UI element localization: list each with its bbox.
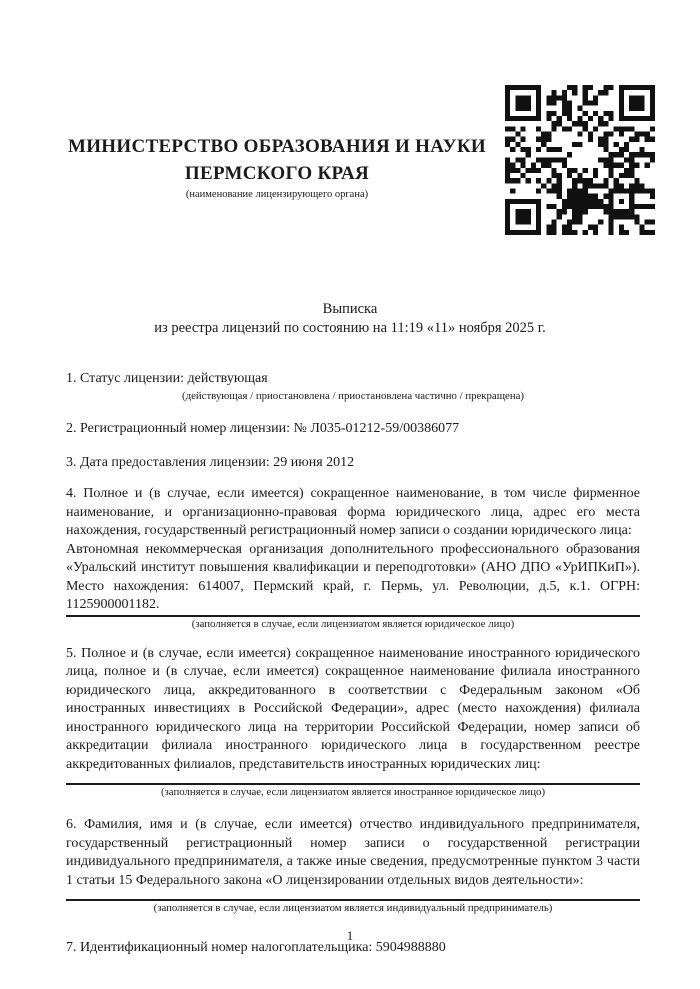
item-5-label: 5. Полное и (в случае, если имеется) сокращенное наименование иностранного юридического лица, полное и (в случае, если имеется) сокращенное наименование филиала иностранного юридического лица, аккредитованного в соответствии с Федеральным законом «Об иностранных инвестициях в Российской Федерации», адрес (место нахождения) филиала иностранного юридического лица на территории Российской Федерации, номер записи об аккредитации филиала иностранного юридического лица в государственном реестре аккредитованных филиалов, представительств иностранных юридических лиц: — [66, 645, 640, 772]
item-5-foreign-entity — [66, 645, 640, 800]
item-5-note: (заполняется в случае, если лицензиатом является иностранное юридическое лицо) — [160, 786, 546, 798]
ministry-name — [57, 133, 497, 187]
item-4-label: 4. Полное и (в случае, если имеется) сокращенное наименование, в том числе фирменное наименование, и организационно-правовая форма юридического лица, адрес его места нахождения, государственный регистрационный номер записи о создании юридического лица: — [66, 486, 640, 538]
document-title-line2: из реестра лицензий по состоянию на 11:19 «11» ноября 2025 г. — [154, 320, 546, 336]
item-6-note: (заполняется в случае, если лицензиатом является индивидуальный предприниматель) — [153, 902, 553, 914]
ministry-name-line1: МИНИСТЕРСТВО ОБРАЗОВАНИЯ И НАУКИ — [67, 136, 487, 157]
ministry-note: (наименование лицензирующего органа) — [185, 189, 369, 200]
document-body — [66, 369, 640, 957]
document-title — [0, 300, 700, 338]
page-number: 1 — [346, 928, 354, 943]
item-4-legal-entity — [66, 485, 640, 631]
item-6-label: 6. Фамилия, имя и (в случае, если имеется) отчество индивидуального предпринимателя, государственный регистрационный номер записи о государственной регистрации индивидуального предпринимателя, а также иные сведения, предусмотренные пунктом 3 части 1 статьи 15 Федерального закона «О лицензировании отдельных видов деятельности»: — [66, 817, 640, 888]
item-1-license-status: 1. Статус лицензии: действующая — [66, 371, 268, 386]
issuing-authority-block — [57, 133, 497, 200]
item-1-note: (действующая / приостановлена / приостановлена частично / прекращена) — [182, 390, 524, 402]
item-3-license-date: 3. Дата предоставления лицензии: 29 июня 2012 — [66, 455, 355, 470]
ministry-name-line2: ПЕРМСКОГО КРАЯ — [184, 163, 370, 184]
qr-code — [505, 85, 655, 235]
item-6-individual-entrepreneur — [66, 816, 640, 915]
item-4-note: (заполняется в случае, если лицензиатом является юридическое лицо) — [191, 617, 515, 630]
item-4-value: Автономная некоммерческая организация дополнительного профессионального образования «Уральский институт повышения квалификации и переподготовки» (АНО ДПО «УрИПКиП»). Место нахождения: 614007, Пермский край, г. Пермь, ул. Революции, д.5, к.1. ОГРН: 1125900001182. — [66, 541, 640, 612]
item-2-registration-number: 2. Регистрационный номер лицензии: № Л035-01212-59/00386077 — [66, 421, 460, 436]
document-title-line1: Выписка — [322, 301, 378, 317]
item-7-taxpayer-number: 7. Идентификационный номер налогоплательщика: 5904988880 — [66, 940, 446, 955]
